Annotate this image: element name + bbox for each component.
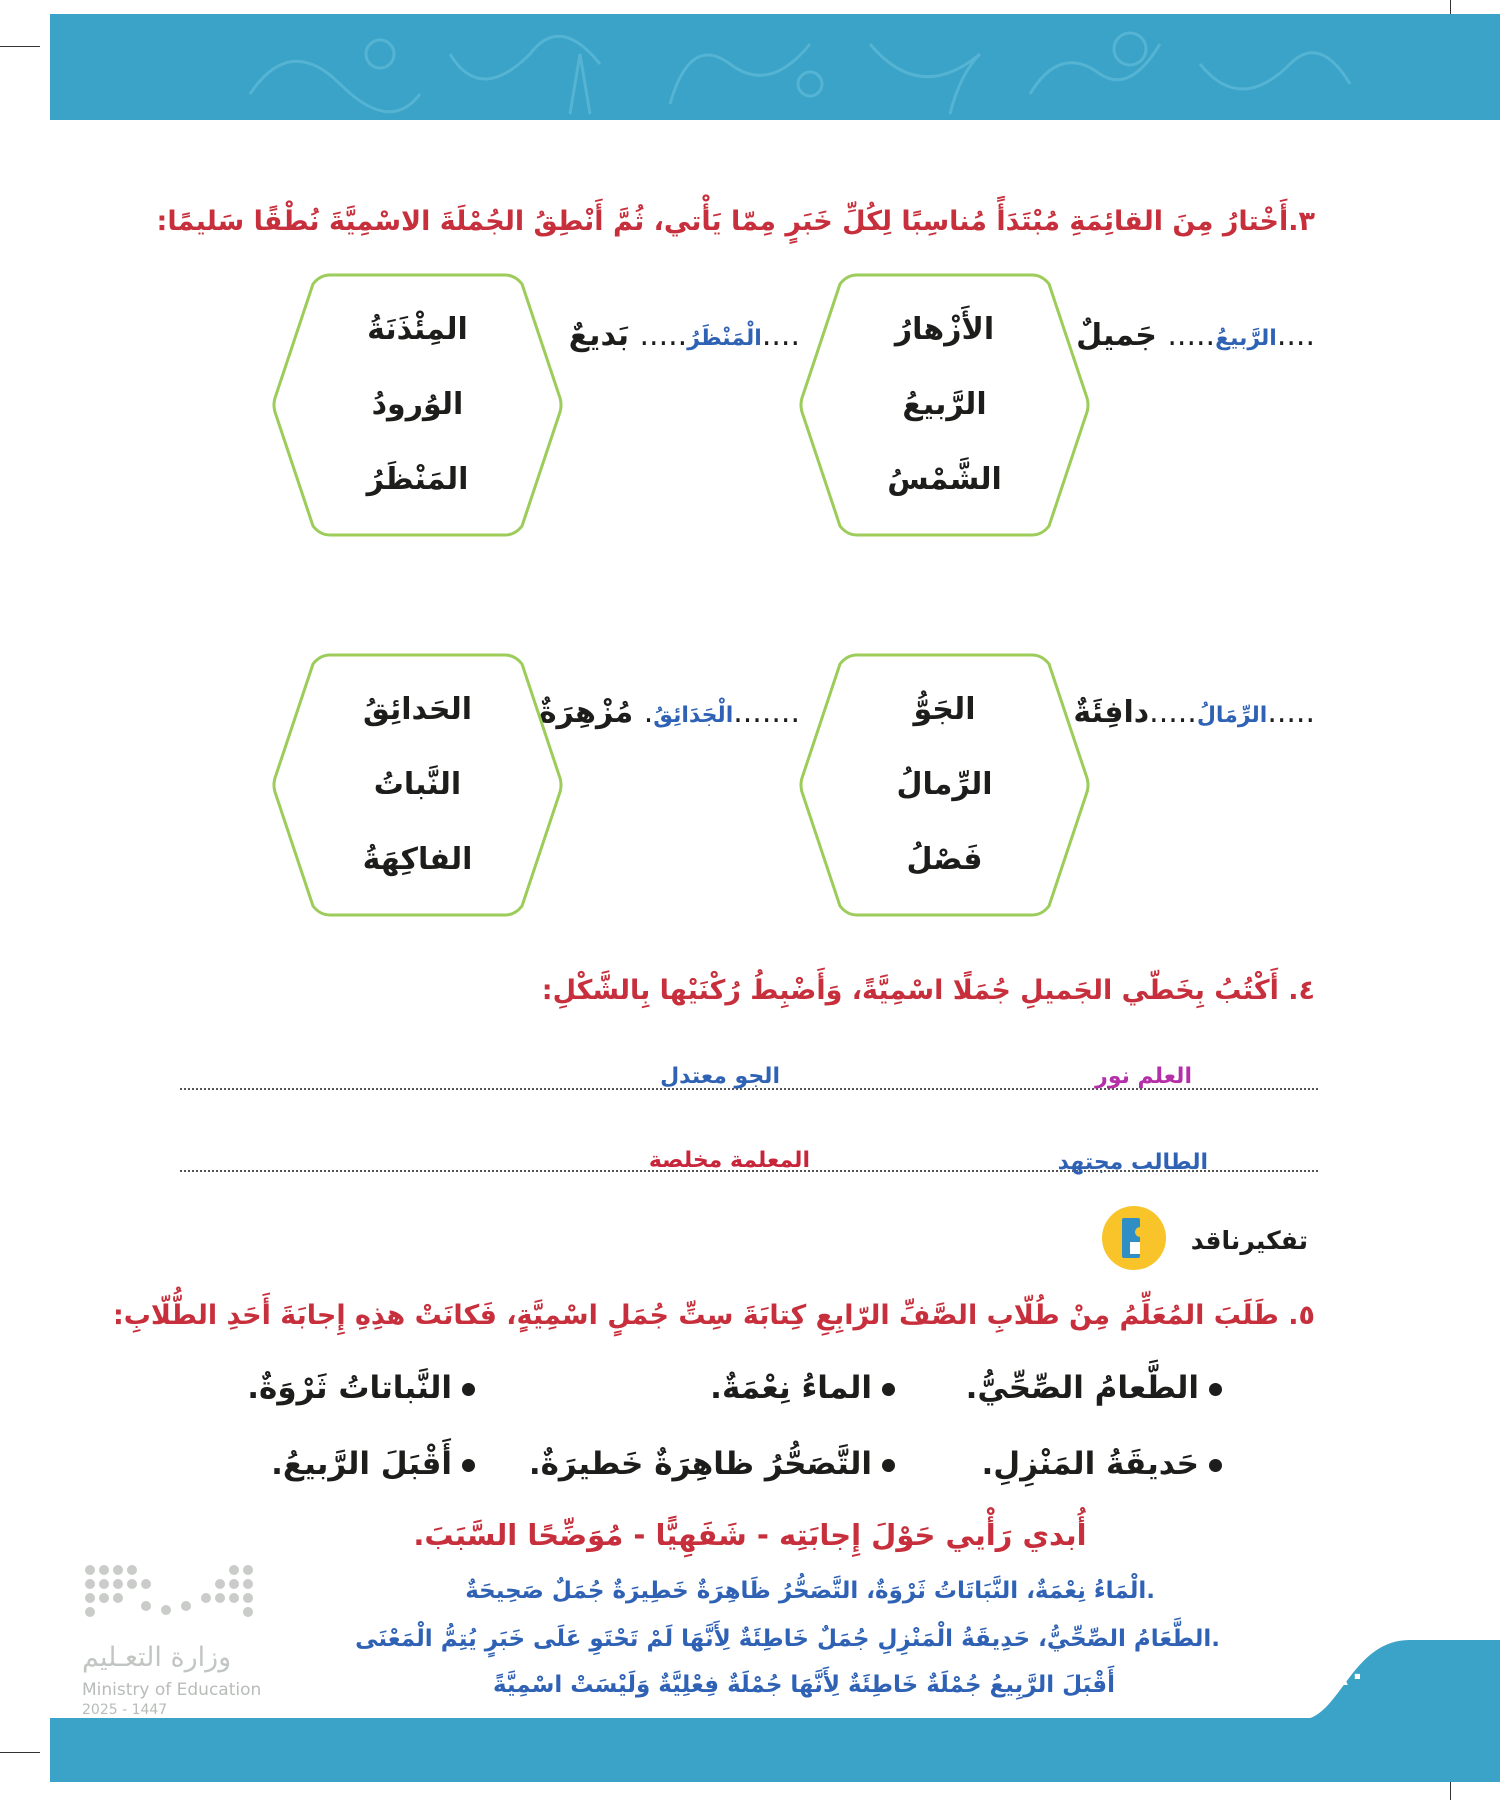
blank-dots: ..... (1267, 695, 1315, 730)
bullet-text: أَقْبَلَ الرَّبيعُ. (271, 1446, 452, 1482)
handwritten-answer[interactable]: الرَّبيعُ (1215, 326, 1277, 351)
question-number: ٣. (1288, 206, 1315, 237)
bullet-item (271, 1446, 475, 1482)
option-item: المِئْذَنَةُ (367, 312, 468, 347)
option-item: فَصْلُ (906, 842, 983, 877)
bullet-dot (882, 1383, 895, 1396)
predicate: جَميلٌ (1076, 318, 1157, 353)
crop-mark (0, 46, 40, 47)
question-text: طَلَبَ المُعَلِّمُ مِنْ طُلّابِ الصَّفِّ الرّابِعِ كِتابَةَ سِتِّ جُمَلٍ اسْمِيَّةٍ، فَكانَتْ هذِهِ إِجابَةَ أَحَدِ الطُّلّابِ: (113, 1300, 1279, 1331)
footer-band (50, 1718, 1500, 1782)
ministry-name-arabic: وزارة التعـليم (82, 1642, 232, 1673)
blank-dots: ..... (639, 318, 688, 353)
question-3 (157, 206, 1315, 237)
blank-dots: ..... (1167, 318, 1216, 353)
answer-line-3 (1073, 695, 1315, 730)
handwritten-answer[interactable]: الْجَدَائِقُ (653, 703, 734, 728)
option-item: المَنْظَرُ (366, 462, 469, 497)
bullet-item (529, 1446, 895, 1482)
header-white-area (0, 120, 1500, 160)
question-text: أَكْتُبُ بِخَطّي الجَميلِ جُمَلًا اسْمِيَّةً، وَأَضْبِطُ رُكْنَيْها بِالشَّكْلِ: (541, 975, 1279, 1006)
option-item: الأَزْهارُ (894, 312, 995, 347)
question-text: أَخْتارُ مِنَ القائِمَةِ مُبْتَدَأً مُناسِبًا لِكُلِّ خَبَرٍ مِمّا يَأْتي، ثُمَّ أَنْطِقُ الجُمْلَةَ الاسْمِيَّةَ نُطْقًا سَليمًا: (156, 206, 1289, 237)
options-hexagon-3 (797, 650, 1092, 920)
option-item: الرَّبيعُ (902, 387, 987, 422)
edition-year: 2025 - 1447 (82, 1702, 168, 1718)
discussion-prompt: أُبدي رَأْيي حَوْلَ إِجابَتِه - شَفَهِيًّا - مُوَضِّحًا السَّبَبَ. (413, 1518, 1087, 1552)
answer-line-1 (1076, 318, 1315, 353)
bullet-item (247, 1370, 475, 1406)
option-item: الوُرودُ (371, 387, 464, 422)
blank-dots: ..... (1149, 695, 1197, 730)
bullet-text: التَّصَحُّرُ ظاهِرَةٌ خَطيرَةٌ. (528, 1446, 872, 1482)
answer-line-4 (539, 695, 800, 730)
option-list (270, 672, 565, 897)
option-list (270, 292, 565, 517)
bullet-dot (462, 1459, 475, 1472)
handwritten-sentence[interactable]: العلم نور (1095, 1064, 1192, 1089)
critical-thinking-label: تفكيرناقد (1190, 1226, 1308, 1255)
answer-line-2 (569, 318, 800, 353)
option-item: الرِّمالُ (896, 767, 993, 802)
feedback-line-1[interactable]: .الْمَاءُ نِعْمَةٌ، النَّبَاتَاتُ ثَرْوَةٌ، التَّصَحُّرُ ظَاهِرَةٌ خَطِيرَةٌ جُمَلٌ صَحِيحَةٌ (465, 1578, 1155, 1604)
option-item: الجَوُّ (913, 692, 976, 727)
question-4 (542, 975, 1315, 1006)
option-item: الفاكِهَةُ (362, 842, 473, 877)
options-hexagon-4 (270, 650, 565, 920)
question-number: ٤. (1288, 975, 1315, 1006)
blank-dots: . (643, 695, 654, 730)
feedback-line-3[interactable]: أَقْبَلَ الرَّبِيعُ جُمْلَةٌ خَاطِئَةٌ لِأَنَّهَا جُمْلَةٌ فِعْلِيَّةٌ وَلَيْسَتْ اسْمِيَّةً (492, 1672, 1115, 1698)
blank-dots: ....... (733, 695, 800, 730)
feedback-line-2[interactable]: .الطَّعَامُ الصِّحِّيُّ، حَدِيقَةُ الْمَنْزِلِ جُمَلٌ خَاطِئَةٌ لِأَنَّهَا لَمْ تَحْتَوِ عَلَى خَبَرٍ يُتِمُّ الْمَعْنَى (355, 1626, 1220, 1652)
bullet-text: الماءُ نِعْمَةٌ. (710, 1370, 872, 1406)
bullet-dot (462, 1383, 475, 1396)
option-item: النَّباتُ (373, 767, 462, 802)
bullet-dot (882, 1459, 895, 1472)
handwritten-sentence[interactable]: المعلمة مخلصة (648, 1148, 810, 1173)
bullet-item (966, 1370, 1222, 1406)
handwritten-answer[interactable]: الرِّمَالُ (1196, 703, 1268, 728)
handwritten-sentence[interactable]: الجو معتدل (660, 1064, 780, 1089)
option-list (797, 292, 1092, 517)
blank-dots: .... (1276, 318, 1315, 353)
question-5 (113, 1300, 1315, 1331)
ministry-name-english: Ministry of Education (82, 1680, 262, 1700)
page-number: ٨٠ (1330, 1658, 1367, 1693)
option-list (797, 672, 1092, 897)
options-hexagon-1 (797, 270, 1092, 540)
handwritten-answer[interactable]: الْمَنْظَرُ (687, 326, 762, 351)
bullet-text: حَديقَةُ المَنْزِلِ. (981, 1446, 1199, 1482)
bullet-text: النَّباتاتُ ثَرْوَةٌ. (247, 1370, 452, 1406)
bullet-dot (1209, 1383, 1222, 1396)
blank-dots: .... (761, 318, 800, 353)
bullet-item (982, 1446, 1222, 1482)
puzzle-icon (1100, 1204, 1168, 1272)
crop-mark (0, 1752, 40, 1753)
option-item: الشَّمْسُ (887, 462, 1002, 497)
predicate: بَديعٌ (568, 318, 630, 353)
ministry-logo (85, 1565, 265, 1625)
bullet-text: الطَّعامُ الصِّحِّيُّ. (965, 1370, 1199, 1406)
question-number: ٥. (1288, 1300, 1315, 1331)
predicate: دافِئَةٌ (1073, 695, 1150, 730)
bullet-item (710, 1370, 895, 1406)
option-item: الحَدائِقُ (362, 692, 473, 727)
handwritten-sentence[interactable]: الطالب مجتهد (1057, 1150, 1208, 1175)
bullet-dot (1209, 1459, 1222, 1472)
options-hexagon-2 (270, 270, 565, 540)
predicate: مُزْهِرَةٌ (538, 695, 634, 730)
